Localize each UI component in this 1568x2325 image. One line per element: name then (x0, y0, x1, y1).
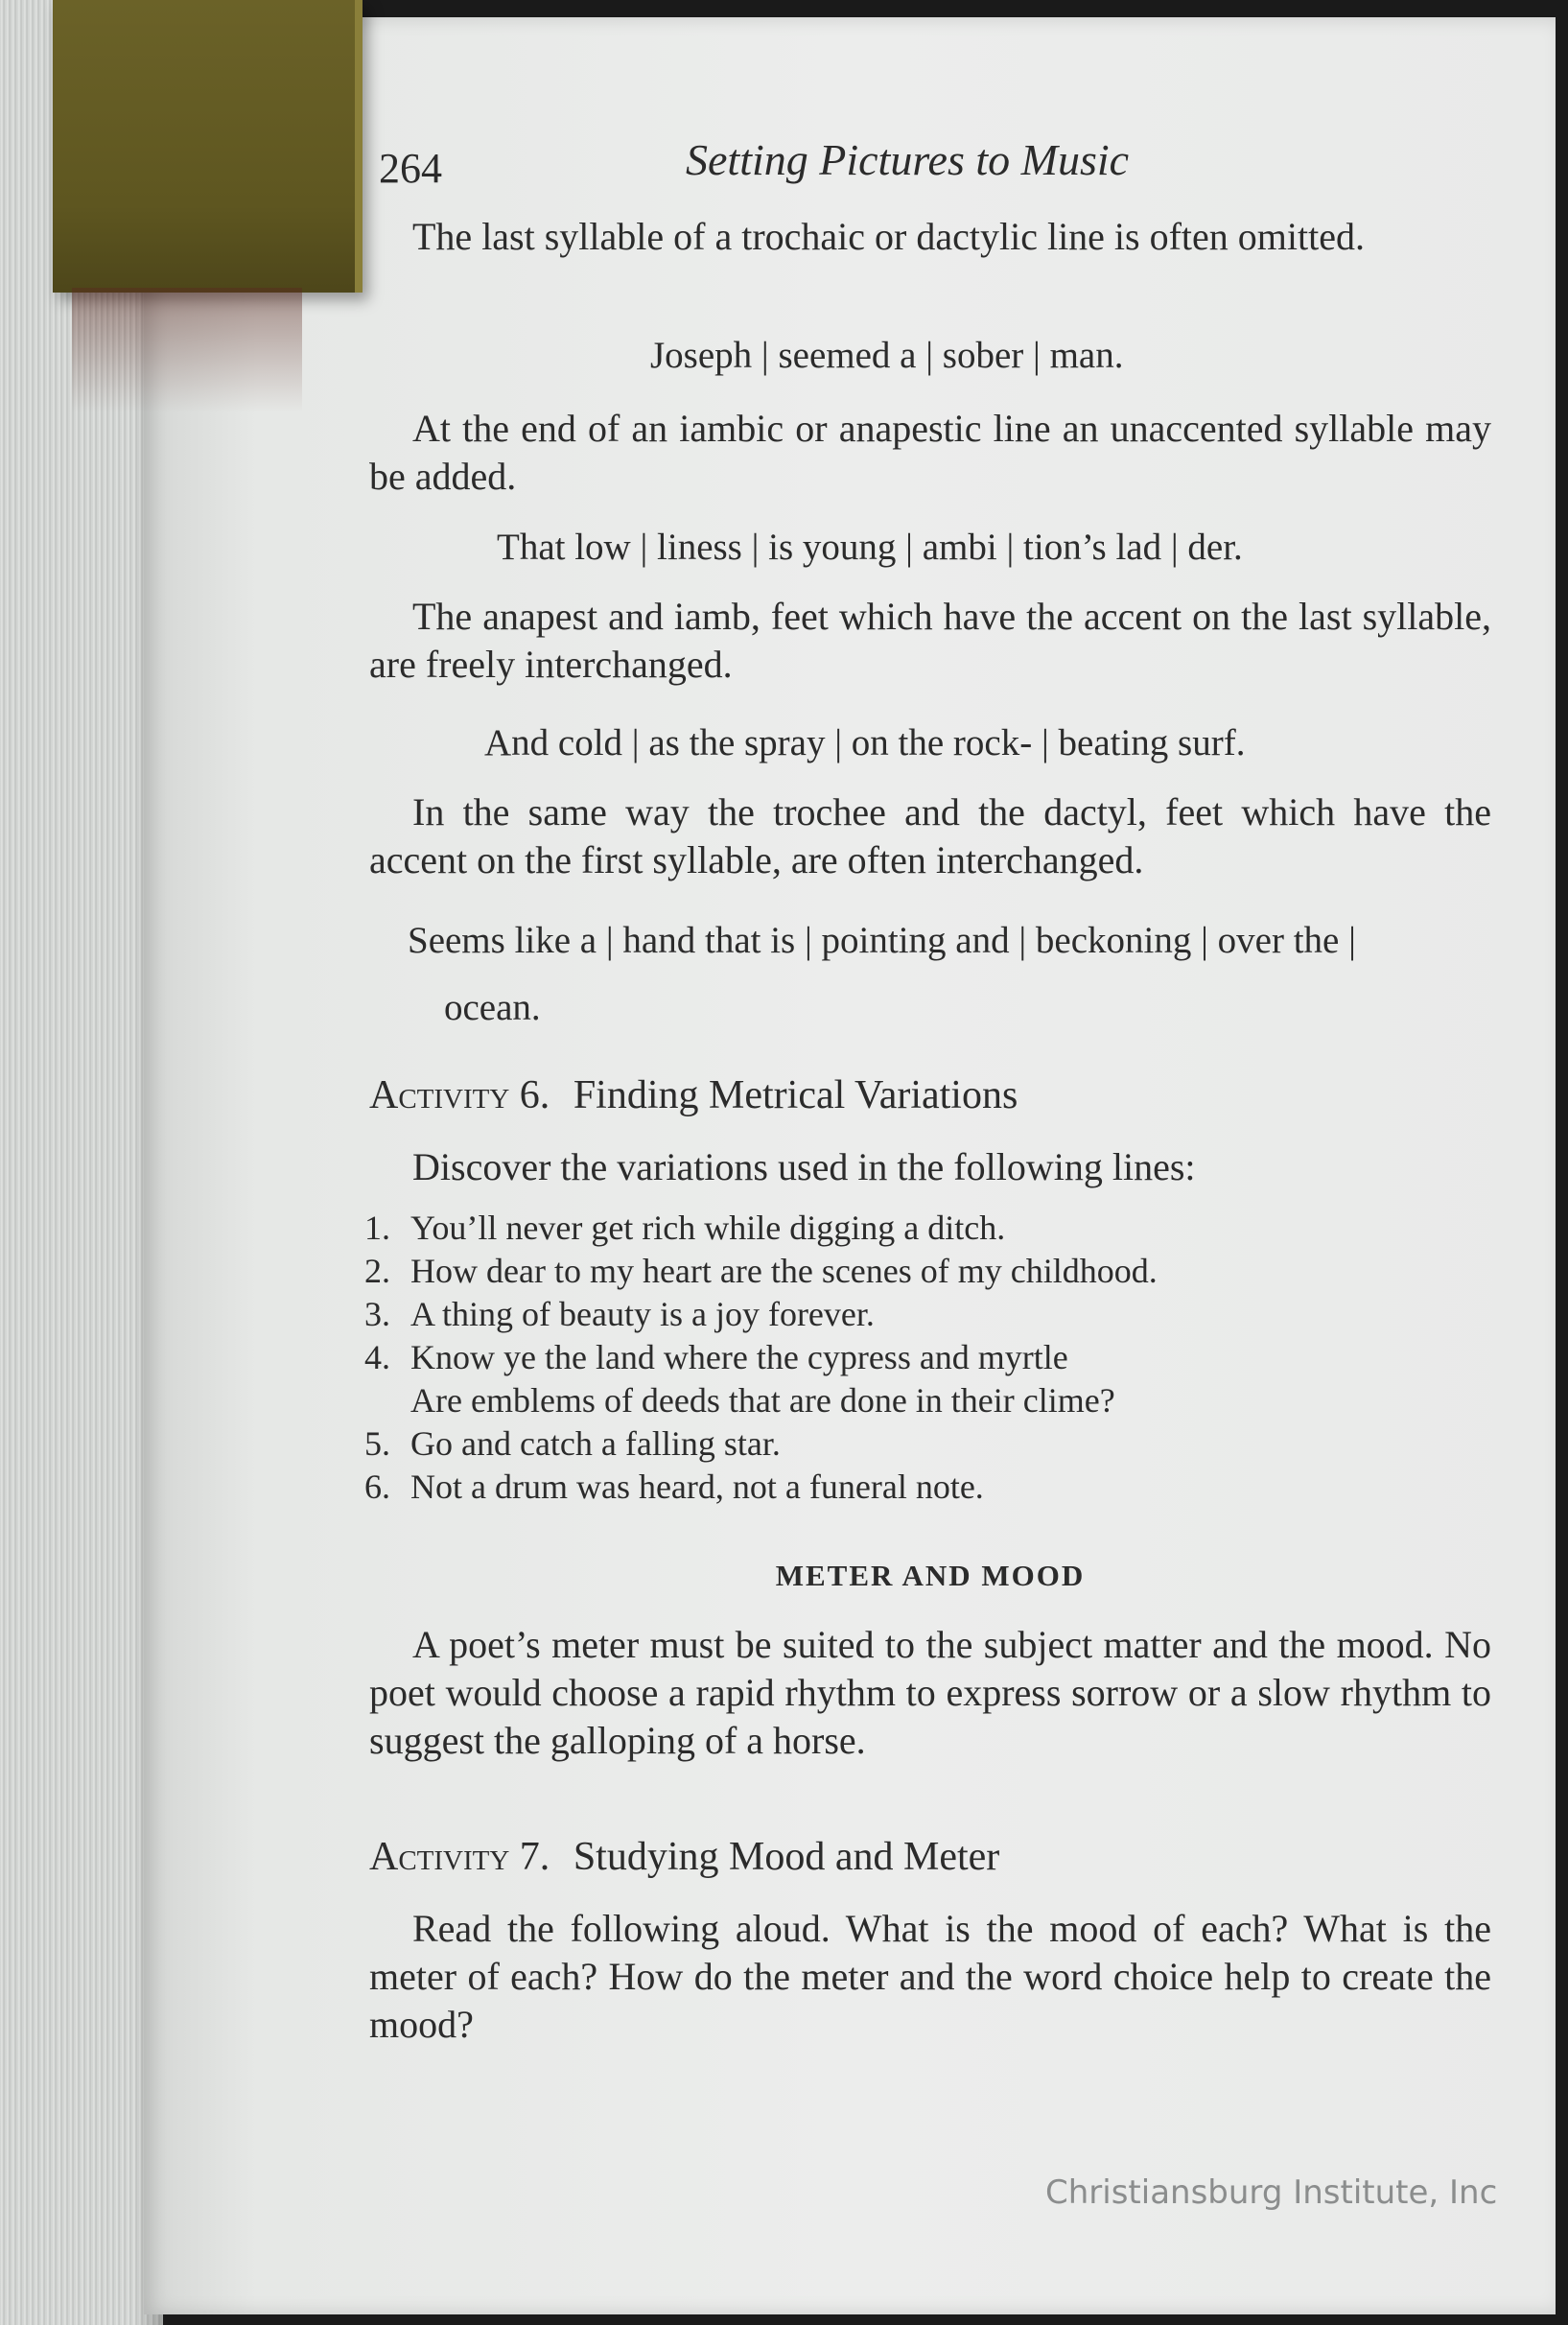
list-item (364, 1250, 1496, 1293)
activity-6-title: Finding Metrical Variations (573, 1073, 1018, 1117)
activity-7-label: Activity 7. (369, 1835, 550, 1879)
list-number: 5. (364, 1424, 390, 1463)
section-title: METER AND MOOD (775, 1559, 1086, 1592)
activity-7-heading (369, 1834, 999, 1880)
list-number: 4. (364, 1338, 390, 1376)
list-item (364, 1207, 1496, 1250)
bookmark-shadow (72, 288, 302, 412)
list-item (364, 1293, 1496, 1336)
paragraph-iambic: At the end of an iambic or anapestic line an unaccented syllable may be added. (369, 407, 1491, 498)
paragraph-trochee: In the same way the trochee and the dactyl, feet which have the accent on the first syllable, are often interchanged. (369, 790, 1491, 881)
activity-6-label: Activity 6. (369, 1073, 550, 1117)
list-number: 6. (364, 1468, 390, 1506)
list-item (364, 1422, 1496, 1466)
list-text: You’ll never get rich while digging a ditch. (410, 1209, 1006, 1247)
list-text: Know ye the land where the cypress and myrtle (410, 1338, 1068, 1376)
activity-6-list (364, 1207, 1496, 1509)
running-head-title: Setting Pictures to Music (686, 135, 1130, 184)
example-joseph: Joseph | seemed a | sober | man. (650, 335, 1124, 376)
list-text: Not a drum was heard, not a funeral note. (410, 1468, 984, 1506)
activity-6-intro: Discover the variations used in the following lines: (412, 1145, 1196, 1188)
example-lowliness: That low | liness | is young | ambi | tion’s lad | der. (497, 527, 1243, 568)
activity-6-heading (369, 1072, 1018, 1118)
list-text: Are emblems of deeds that are done in their clime? (410, 1381, 1115, 1420)
activity-7-paragraph: Read the following aloud. What is the mood of each? What is the meter of each? How do the meter and the word choice help to create the mood? (369, 1907, 1491, 2046)
running-head (374, 132, 1486, 190)
activity-7-title: Studying Mood and Meter (573, 1835, 1000, 1879)
list-text: How dear to my heart are the scenes of my childhood. (410, 1252, 1158, 1290)
paragraph-anapest: The anapest and iamb, feet which have the accent on the last syllable, are freely interchanged. (369, 595, 1491, 686)
watermark: Christiansburg Institute, Inc (1045, 2173, 1498, 2212)
list-item (364, 1466, 1496, 1509)
list-text: A thing of beauty is a joy forever. (410, 1295, 875, 1333)
list-number: 1. (364, 1209, 390, 1247)
list-text: Go and catch a falling star. (410, 1424, 781, 1463)
example-spray: And cold | as the spray | on the rock- | beating surf. (484, 722, 1246, 763)
example-seems-line2: ocean. (444, 987, 541, 1028)
page-number: 264 (379, 145, 442, 192)
bookmark-tab (53, 0, 363, 293)
list-item (364, 1379, 1496, 1422)
example-seems-line1: Seems like a | hand that is | pointing and | beckoning | over the | (408, 920, 1356, 961)
list-number: 3. (364, 1295, 390, 1333)
section-paragraph: A poet’s meter must be suited to the subject matter and the mood. No poet would choose a rapid rhythm to express sorrow or a slow rhythm to suggest the galloping of a horse. (369, 1623, 1491, 1762)
paragraph-trochaic: The last syllable of a trochaic or dactylic line is often omitted. (412, 215, 1366, 258)
list-number (364, 1379, 410, 1422)
list-number: 2. (364, 1252, 390, 1290)
list-item (364, 1336, 1496, 1379)
